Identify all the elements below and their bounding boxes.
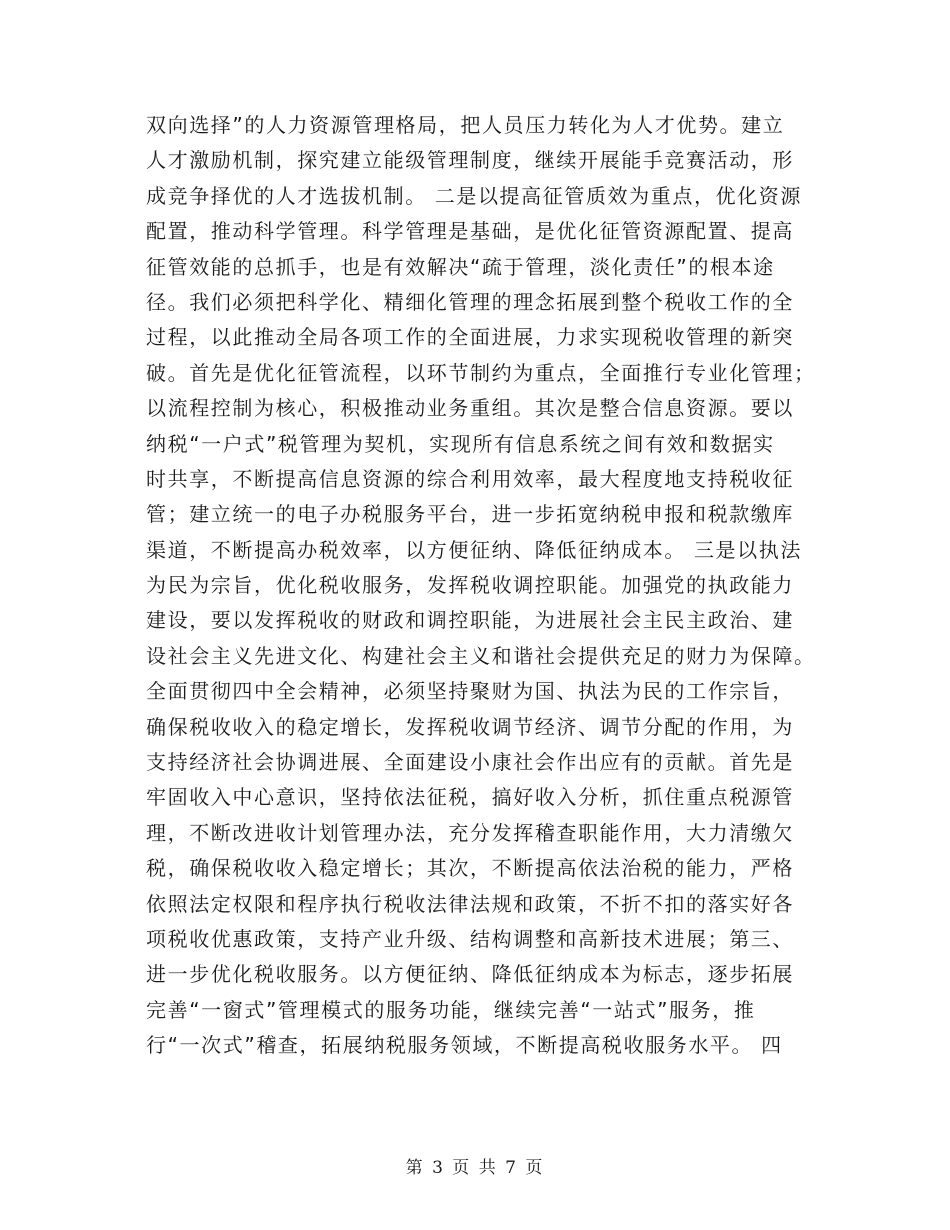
text-line: 管；建立统一的电子办税服务平台，进一步拓宽纳税申报和税款缴库 — [146, 502, 794, 527]
text-line: 时共享，不断提高信息资源的综合利用效率，最大程度地支持税收征 — [146, 466, 794, 491]
text-line: 建设，要以发挥税收的财政和调控职能，为进展社会主民主政治、建 — [146, 608, 794, 633]
text-line: 支持经济社会协调进展、全面建设小康社会作出应有的贡献。首先是 — [146, 750, 794, 775]
text-line: 配置，推动科学管理。科学管理是基础，是优化征管资源配置、提高 — [146, 219, 794, 244]
text-line: 为民为宗旨，优化税收服务，发挥税收调控职能。加强党的执政能力 — [146, 573, 794, 598]
text-line: 径。我们必须把科学化、精细化管理的理念拓展到整个税收工作的全 — [146, 289, 794, 314]
text-line: 依照法定权限和程序执行税收法律法规和政策，不折不扣的落实好各 — [146, 891, 794, 916]
text-line: 项税收优惠政策，支持产业升级、结构调整和高新技术进展；第三、 — [146, 926, 794, 951]
text-line: 理，不断改进收计划管理办法，充分发挥稽查职能作用，大力清缴欠 — [146, 820, 794, 845]
body-text — [146, 108, 816, 1064]
text-line: 牢固收入中心意识，坚持依法征税，搞好收入分析，抓住重点税源管 — [146, 785, 794, 810]
text-line: 税，确保税收收入稳定增长；其次，不断提高依法治税的能力，严格 — [146, 856, 794, 881]
text-line: 进一步优化税收服务。以方便征纳、降低征纳成本为标志，逐步拓展 — [146, 962, 794, 987]
text-line: 人才激励机制，探究建立能级管理制度，继续开展能手竞赛活动，形 — [146, 148, 794, 173]
text-line: 设社会主义先进文化、构建社会主义和谐社会提供充足的财力为保障。 — [146, 643, 816, 668]
text-line: 破。首先是优化征管流程，以环节制约为重点，全面推行专业化管理； — [146, 360, 816, 385]
text-line: 征管效能的总抓手，也是有效解决“疏于管理，淡化责任”的根本途 — [146, 254, 775, 279]
text-line: 纳税“一户式”税管理为契机，实现所有信息系统之间有效和数据实 — [146, 431, 775, 456]
text-line: 双向选择”的人力资源管理格局，把人员压力转化为人才优势。建立 — [146, 113, 785, 137]
page-number-footer: 第 3 页 共 7 页 — [405, 1158, 545, 1178]
text-line: 渠道，不断提高办税效率，以方便征纳、降低征纳成本。 三是以执法 — [146, 537, 802, 562]
text-line: 成竞争择优的人才选拔机制。 二是以提高征管质效为重点，优化资源 — [146, 183, 802, 208]
text-line: 行“一次式”稽查，拓展纳税服务领域，不断提高税收服务水平。 四 — [146, 1033, 783, 1058]
text-line: 过程，以此推动全局各项工作的全面进展，力求实现税收管理的新突 — [146, 325, 794, 350]
text-line: 确保税收收入的稳定增长，发挥税收调节经济、调节分配的作用，为 — [146, 714, 794, 739]
text-line: 以流程控制为核心，积极推动业务重组。其次是整合信息资源。要以 — [146, 396, 794, 421]
text-line: 全面贯彻四中全会精神，必须坚持聚财为国、执法为民的工作宗旨， — [146, 679, 794, 704]
text-line: 完善“一窗式”管理模式的服务功能，继续完善“一站式”服务，推 — [146, 997, 756, 1022]
